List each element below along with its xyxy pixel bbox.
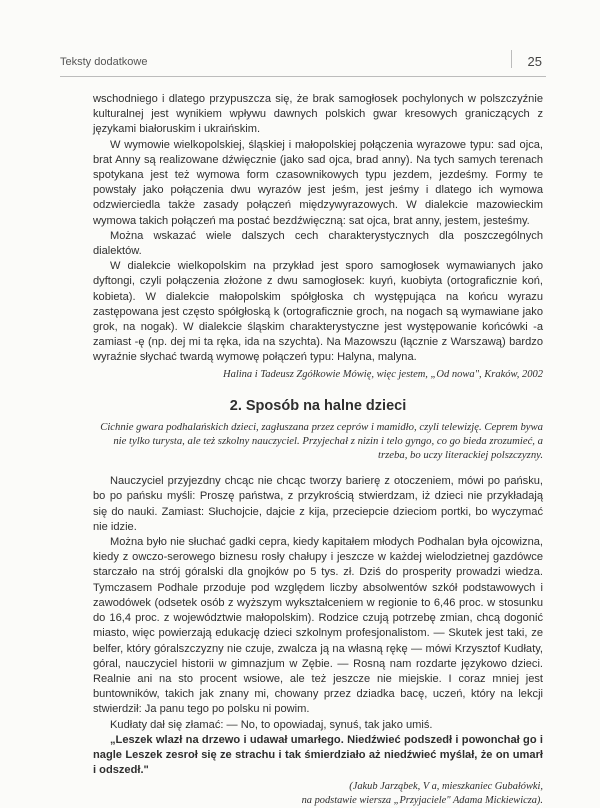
paragraph: W wymowie wielkopolskiej, śląskiej i małopolskiej połączenia wyrazowe typu: sad ojca, brat Anny są realizowane dźwięcznie (jako sad ojca, brad anny). Na tych samych terenach spotykana jest też wymowa form czasownikowych typu jezdem, jezdeśmy. Formy te powstały jako połączenia dwu wyrazów jest jeśm, jest jeśmy i dlatego ich wymowa odzwierciedla także zasady połączeń międzywyrazowych. W dialekcie mazowieckim wymowa takich połączeń ma postać bezdźwięczną: sat ojca, brat anny, jestem, jesteśmy. <box>93 138 543 227</box>
paragraph: W dialekcie wielkopolskim na przykład jest sporo samogłosek wymawianych jako dyftongi, czyli połączenia złożone z dwu samogłosek: kuyń, kuobiyta (ortograficznie koń, kobieta). W dialekcie małopolskim spółgłoska ch występująca na końcu wyrazu zastępowana jest często spółgłoską k (ortograficznie groch, na nogach są wymawiane jako grok, na nogak). W dialekcie śląskim charakterystyczne jest występowanie końcówki -a zamiast -ę (np. dej mi ta ręka, ida na szychta). Na Mazowszu (łącznie z Warszawą) bardzo wyraźnie słychać twardą wymowę połączeń typu: Halyna, malyna. <box>93 260 543 364</box>
paragraph: Można było nie słuchać gadki cepra, kiedy kapitałem młodych Podhalan była ojcowizna, kiedy z owczo-serowego biznesu rosły chałupy i jeszcze w każdej wielodzietnej gazdówce starczało na strój góralski dla gnojków po 5 tys. zł. Dziś do prosperity prowadzi wiedza. Tymczasem Podhale przoduje pod względem liczby absolwentów szkół podstawowych i zawodówek (odsetek osób z wyższym wykształceniem w regionie to 6,46 proc. w stosunku do 16,4 proc. z województwie małopolskim). Rodzice czują potrzebę zmian, chcą dogonić miasto, więc powierzają edukację dzieci szkolnym profesjonalistom. — Skutek jest taki, ze belfer, który góralszczyzny nie czuje, zwalcza ją na własną rękę — mówi Krzysztof Kudłaty, góral, nauczyciel historii w gimnazjum w Zębie. — Rosną nam rozdarte językowo dzieci. Realnie ani na sto procent wsiowe, ale też jeszcze nie miejskie. I coraz mniej jest buntowników, takich jak znany mi, chowany przez dziadka bacę, uczeń, który na lekcji stwierdził: Ja panu tego po polsku ni powim. <box>93 536 543 716</box>
source-line: (Jakub Jarząbek, V a, mieszkaniec Gubałówki, <box>349 781 543 793</box>
page-number: 25 <box>527 54 542 69</box>
source-line: na podstawie wiersza „Przyjaciele" Adama Mickiewicza). <box>301 795 543 807</box>
paragraph: wschodniego i dlatego przypuszcza się, że brak samogłosek pochylonych w polszczyźnie kulturalnej jest wynikiem wpływu dawnych polskich gwar kresowych graniczących z językami białoruskim i ukraińskim. <box>93 93 543 136</box>
running-title: Teksty dodatkowe <box>60 56 148 68</box>
paragraph: Nauczyciel przyjezdny chcąc nie chcąc tworzy barierę z otoczeniem, mówi po pańsku, bo po pańsku myśli: Proszę państwa, z przykrością stwierdzam, iż dzieci nie przykładają się do nauki. Zamiast: Słuchojcie, dajcie z kija, przeciepcie dzieciom portki, bo wyczymać nie idzie. <box>93 475 543 533</box>
paragraph: Można wskazać wiele dalszych cech charakterystycznych dla poszczególnych dialektów. <box>93 229 543 258</box>
header-divider <box>511 50 512 68</box>
motto: Cichnie gwara podhalańskich dzieci, zagłuszana przez ceprów i mamidło, czyli telewizję. Ceprem bywa nie tylko turysta, ale też szkolny nauczyciel. Przyjechał z nizin i telo gyngo, co go bieda zrozumieć, a trzeba, bo uczy literackiej polszczyzny. <box>100 420 543 462</box>
page-body <box>93 92 543 808</box>
quote: „Leszek wlazł na drzewo i udawał umarłego. Niedźwieć podszedł i powonchał go i nagle Leszek zesroł się ze strachu i tak śmierdziało aż niedźwieć myślał, że on umarł i odszedł." <box>93 733 543 777</box>
section-title: 2. Sposób na halne dzieci <box>229 397 407 414</box>
header-rule <box>60 76 546 77</box>
paragraph: Kudłaty dał się złamać: — No, to opowiadaj, synuś, tak jako umiś. <box>110 718 433 731</box>
attribution: Halina i Tadeusz Zgółkowie Mówię, więc jestem, „Od nowa", Kraków, 2002 <box>223 368 543 380</box>
